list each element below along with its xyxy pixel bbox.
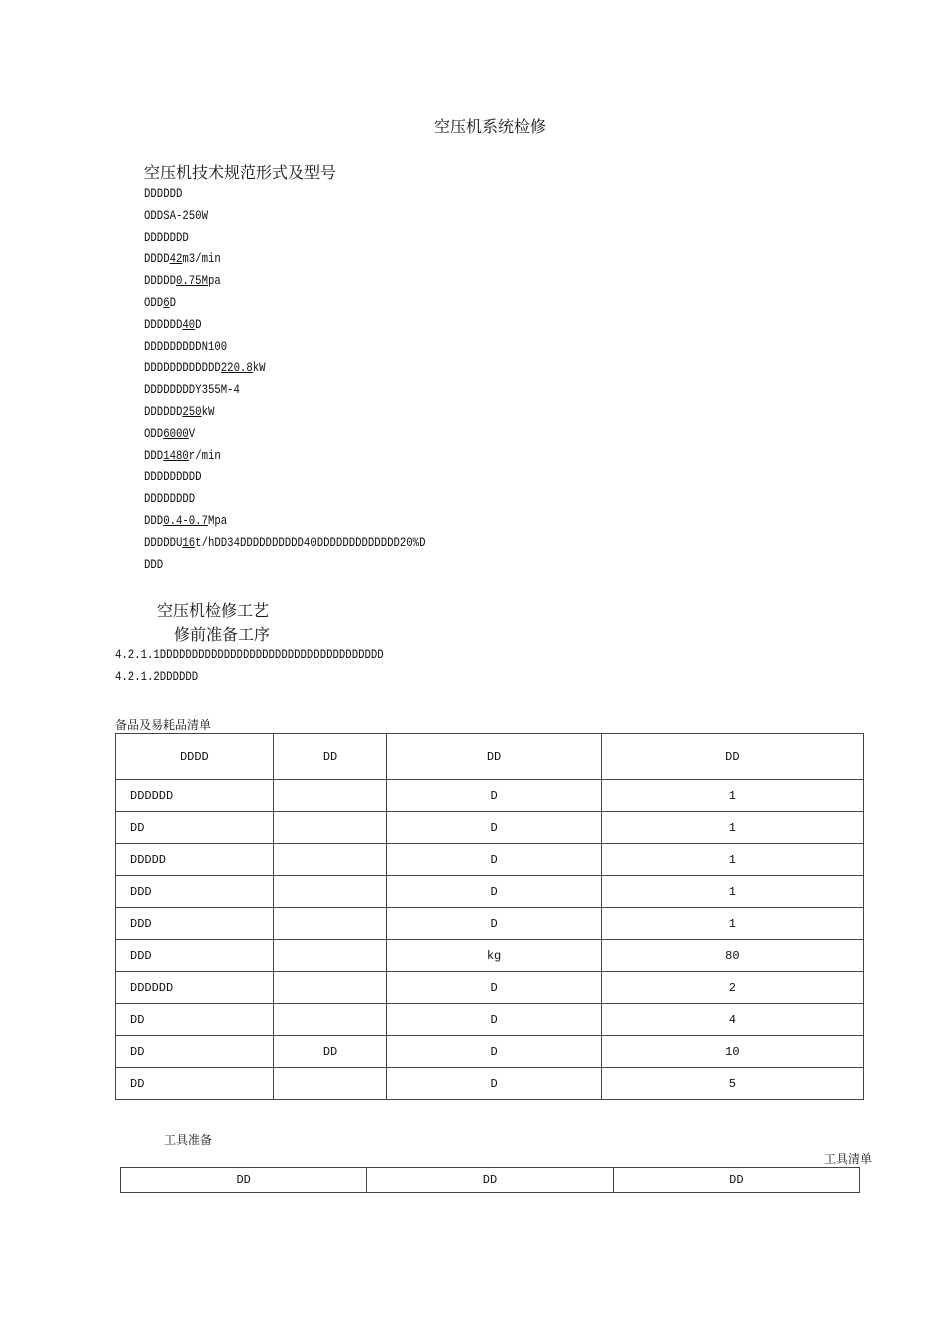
table-cell: 2 xyxy=(601,972,863,1004)
column-header: DD xyxy=(613,1168,859,1193)
spec-text: r/min xyxy=(188,447,221,463)
spec-line xyxy=(144,401,425,423)
spec-text: ODD xyxy=(144,425,164,441)
spec-value: 40 xyxy=(182,316,196,332)
spec-text: Mpa xyxy=(207,512,228,528)
spec-value: 0.75M xyxy=(175,273,208,289)
spec-text: DDDDDDDDY355M-4 xyxy=(144,382,240,398)
column-header: DD xyxy=(121,1168,367,1193)
table-cell xyxy=(273,780,387,812)
spec-text: kW xyxy=(252,360,266,376)
table-cell: D xyxy=(387,972,601,1004)
spec-line xyxy=(144,292,425,314)
spec-text: DDD xyxy=(144,512,164,528)
spec-text: DDDDDU xyxy=(144,534,183,550)
table-row xyxy=(116,812,864,844)
table-cell: D xyxy=(387,908,601,940)
table-cell: 10 xyxy=(601,1036,863,1068)
parts-table-caption: 备品及易耗品清单 xyxy=(115,718,212,732)
spec-text: DDDDDDDDDN100 xyxy=(144,338,228,354)
document-title: 空压机系统检修 xyxy=(433,119,546,136)
table-cell: DDD xyxy=(116,876,274,908)
column-header: DD xyxy=(273,734,387,780)
spec-value: 220.8 xyxy=(220,360,253,376)
spec-list xyxy=(144,183,425,575)
spec-text: DDDDD xyxy=(144,273,176,289)
table-cell: 1 xyxy=(601,876,863,908)
table-cell: 5 xyxy=(601,1068,863,1100)
step-list xyxy=(115,644,384,688)
column-header: DD xyxy=(367,1168,613,1193)
spec-value: 42 xyxy=(169,251,183,267)
spec-line xyxy=(144,205,425,227)
step-item: 4.2.1.1DDDDDDDDDDDDDDDDDDDDDDDDDDDDDDDDDDD xyxy=(115,647,384,662)
table-cell: D xyxy=(387,844,601,876)
spec-line xyxy=(144,183,425,205)
spec-text: D xyxy=(169,294,177,310)
table-row xyxy=(116,1004,864,1036)
spec-line xyxy=(144,532,425,554)
table-header-row xyxy=(116,734,864,780)
tools-heading: 工具准备 xyxy=(164,1133,213,1147)
spec-text: DDDDDD xyxy=(144,403,183,419)
table-row xyxy=(116,844,864,876)
column-header: DD xyxy=(601,734,863,780)
table-cell: 1 xyxy=(601,812,863,844)
table-row xyxy=(116,1036,864,1068)
spec-line xyxy=(144,510,425,532)
spec-value: 16 xyxy=(182,534,196,550)
table-cell: DD xyxy=(116,1068,274,1100)
table-cell: DDDDDD xyxy=(116,780,274,812)
table-cell: DD xyxy=(116,1004,274,1036)
tools-table-caption: 工具清单 xyxy=(824,1152,873,1166)
table-cell xyxy=(273,1068,387,1100)
table-cell xyxy=(273,1004,387,1036)
spec-text: DDDDDDDD xyxy=(144,491,196,507)
spec-line xyxy=(144,445,425,467)
table-cell: DDD xyxy=(116,940,274,972)
table-row xyxy=(116,972,864,1004)
spec-text: DDD xyxy=(144,556,164,572)
table-row xyxy=(116,780,864,812)
column-header: DDDD xyxy=(116,734,274,780)
spec-value: 250 xyxy=(182,403,202,419)
spec-text: D xyxy=(195,316,202,332)
spec-text: DDDDDD xyxy=(144,316,183,332)
table-cell xyxy=(273,908,387,940)
column-header: DD xyxy=(387,734,601,780)
table-cell: D xyxy=(387,780,601,812)
spec-value: 6000 xyxy=(163,425,189,441)
spec-value: 6 xyxy=(163,294,170,310)
spec-text: DDDDDD xyxy=(144,186,183,201)
table-row xyxy=(116,908,864,940)
table-row xyxy=(116,876,864,908)
table-row xyxy=(116,940,864,972)
table-row xyxy=(116,1068,864,1100)
spec-line xyxy=(144,357,425,379)
spec-line xyxy=(144,248,425,270)
spec-text: DDD xyxy=(144,447,164,463)
table-cell: D xyxy=(387,1036,601,1068)
spec-line xyxy=(144,554,425,576)
table-cell: 1 xyxy=(601,908,863,940)
table-cell xyxy=(273,876,387,908)
spec-text: pa xyxy=(207,273,221,289)
table-cell xyxy=(273,940,387,972)
table-cell: 1 xyxy=(601,844,863,876)
table-cell: D xyxy=(387,812,601,844)
table-cell: 1 xyxy=(601,780,863,812)
table-cell xyxy=(273,844,387,876)
table-cell: DD xyxy=(116,1036,274,1068)
spec-text: t/hDD34DDDDDDDDDD40DDDDDDDDDDDDD20%D xyxy=(195,534,426,550)
spec-line xyxy=(144,270,425,292)
tools-table xyxy=(120,1167,860,1193)
spec-text: DDDDDDD xyxy=(144,229,189,245)
table-cell: D xyxy=(387,876,601,908)
table-cell: DD xyxy=(116,812,274,844)
table-cell: D xyxy=(387,1068,601,1100)
spec-line xyxy=(144,314,425,336)
spec-text: kW xyxy=(201,403,215,419)
spec-line xyxy=(144,227,425,249)
table-cell: DDDDD xyxy=(116,844,274,876)
table-cell: 80 xyxy=(601,940,863,972)
table-header-row xyxy=(121,1168,860,1193)
spec-line xyxy=(144,488,425,510)
spec-line xyxy=(144,336,425,358)
process-heading: 空压机检修工艺 xyxy=(157,603,270,620)
spec-text: V xyxy=(188,425,196,441)
spec-line xyxy=(144,466,425,488)
table-cell: 4 xyxy=(601,1004,863,1036)
table-cell: D xyxy=(387,1004,601,1036)
spec-value: 0.4-0.7 xyxy=(163,512,208,528)
spec-text: ODDSA-250W xyxy=(144,207,208,223)
spec-text: DDDD xyxy=(144,251,170,267)
spec-line xyxy=(144,379,425,401)
spec-heading: 空压机技术规范形式及型号 xyxy=(144,165,337,182)
spec-line xyxy=(144,423,425,445)
spec-text: DDDDDDDDDDDD xyxy=(144,360,221,376)
spec-text: ODD xyxy=(144,294,164,310)
spec-value: 1480 xyxy=(163,447,189,463)
table-cell: DDDDDD xyxy=(116,972,274,1004)
table-cell: DDD xyxy=(116,908,274,940)
table-cell: DD xyxy=(273,1036,387,1068)
spec-text: m3/min xyxy=(182,251,221,267)
prep-heading: 修前准备工序 xyxy=(174,627,271,644)
spec-text: DDDDDDDDD xyxy=(144,469,202,485)
parts-table xyxy=(115,733,864,1100)
step-item: 4.2.1.2DDDDDD xyxy=(115,669,199,684)
table-cell xyxy=(273,972,387,1004)
table-cell xyxy=(273,812,387,844)
table-cell: kg xyxy=(387,940,601,972)
